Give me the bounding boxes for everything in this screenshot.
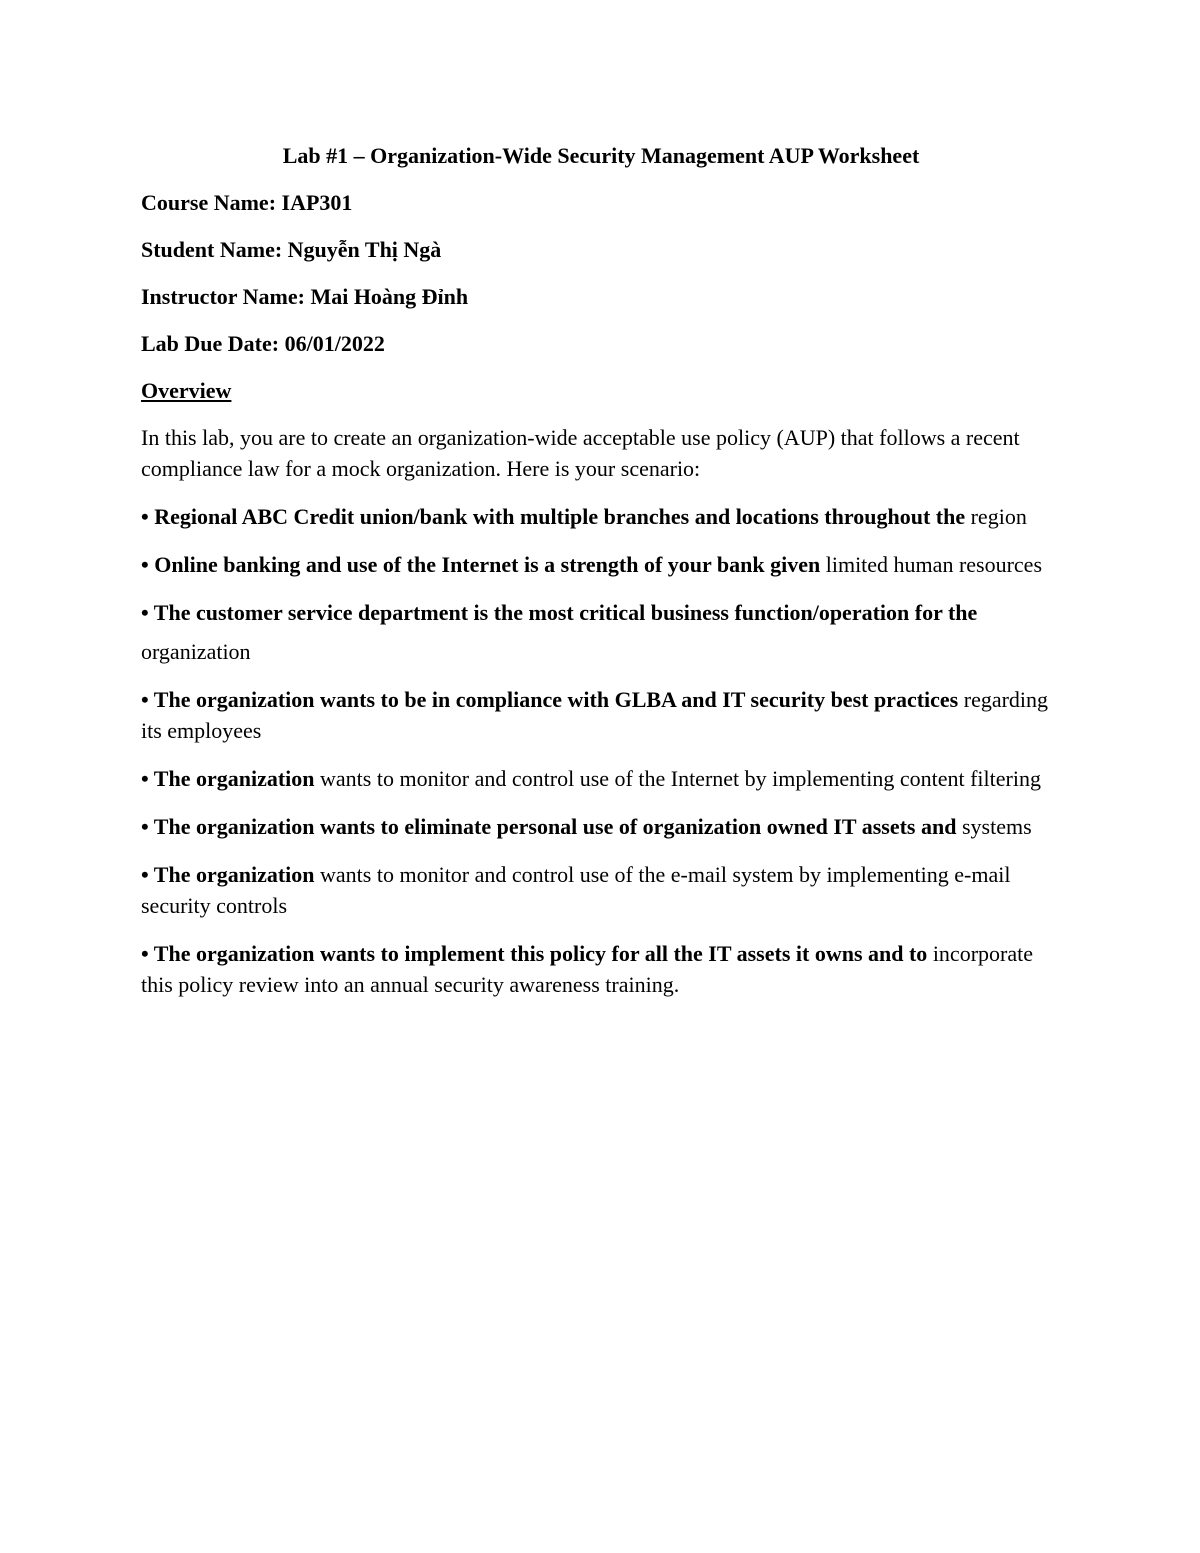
- bullet-text: incorporate this policy review into an annual security awareness training.: [141, 941, 1033, 997]
- bullet-text: wants to monitor and control use of the e-mail system by implementing e-mail security controls: [141, 862, 1011, 918]
- document-title: Lab #1 – Organization-Wide Security Management AUP Worksheet: [282, 143, 920, 168]
- bullet-bold-text: • Regional ABC Credit union/bank with multiple branches and locations throughout the: [141, 504, 966, 529]
- scenario-bullet-6: [141, 811, 1061, 842]
- bullet-bold-text: • The customer service department is the most critical business function/operation for the: [141, 600, 978, 625]
- bullet-text: systems: [956, 814, 1032, 839]
- bullet-bold-text: • The organization wants to eliminate personal use of organization owned IT assets and: [141, 814, 957, 839]
- student-name: Student Name: Nguyễn Thị Ngà: [141, 237, 442, 262]
- document-content: [141, 140, 1061, 1017]
- bullet-text: region: [965, 504, 1027, 529]
- bullet-bold-text: • The organization: [141, 862, 315, 887]
- scenario-bullet-4: [141, 684, 1061, 746]
- scenario-bullet-8: [141, 938, 1061, 1000]
- overview-paragraph: In this lab, you are to create an organization-wide acceptable use policy (AUP) that follows a recent compliance law for a mock organization. Here is your scenario:: [141, 425, 1020, 481]
- instructor-name: Instructor Name: Mai Hoàng Đỉnh: [141, 284, 469, 309]
- scenario-bullet-7: [141, 859, 1061, 921]
- bullet-text: organization: [141, 639, 251, 664]
- overview-heading: Overview: [141, 378, 232, 403]
- bullet-text: regarding its employees: [141, 687, 1049, 743]
- bullet-text: wants to monitor and control use of the Internet by implementing content filtering: [314, 766, 1041, 791]
- bullet-bold-text: • The organization wants to be in compliance with GLBA and IT security best practices: [141, 687, 959, 712]
- scenario-bullet-5: [141, 763, 1061, 794]
- bullet-bold-text: • The organization: [141, 766, 315, 791]
- scenario-bullet-3: [141, 597, 1061, 667]
- bullet-bold-text: • Online banking and use of the Internet is a strength of your bank given: [141, 552, 821, 577]
- lab-due-date: Lab Due Date: 06/01/2022: [141, 331, 385, 356]
- bullet-text: limited human resources: [820, 552, 1043, 577]
- scenario-bullet-1: [141, 501, 1061, 532]
- bullet-bold-text: • The organization wants to implement this policy for all the IT assets it owns and to: [141, 941, 928, 966]
- scenario-bullet-2: [141, 549, 1061, 580]
- course-name: Course Name: IAP301: [141, 190, 353, 215]
